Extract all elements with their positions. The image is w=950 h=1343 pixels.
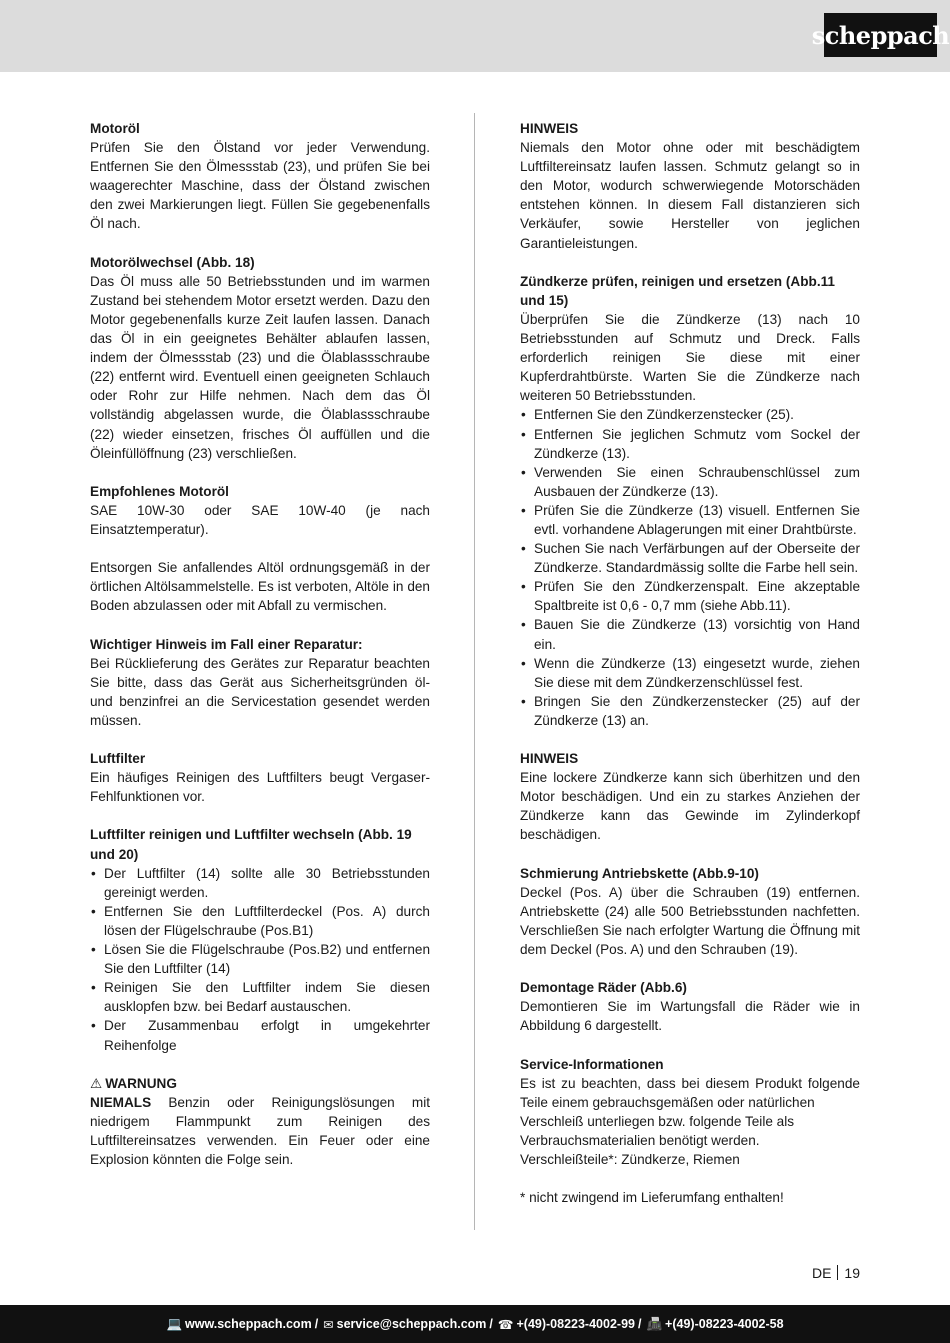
fax-icon: 📠: [646, 1316, 663, 1331]
section-body: Ein häufiges Reinigen des Luftfilters beugt Vergaser-Fehlfunktionen vor.: [90, 770, 430, 805]
warning-triangle-icon: ⚠: [90, 1075, 103, 1091]
list-item: • Lösen Sie die Flügelschraube (Pos.B2) und entfernen Sie den Luftfilter (14): [90, 940, 430, 978]
section-reparatur-hinweis: [90, 635, 430, 730]
page-number: [800, 1263, 860, 1283]
section-body: Niemals den Motor ohne oder mit beschädigtem Luftfiltereinsatz laufen lassen. Schmutz gelangt so in den Motor, wodurch schwerwiegende Motorschäden entstehen können. In diesem Fall distanzieren sich Verkäufer, sowie Hersteller von jeglichen Garantieleistungen.: [520, 140, 860, 251]
section-motoroelwechsel: [90, 253, 430, 463]
list-item: • Bringen Sie den Zündkerzenstecker (25) auf der Zündkerze (13) an.: [520, 692, 860, 730]
section-footnote: [520, 1188, 860, 1207]
phone-icon: ☎: [497, 1317, 514, 1332]
section-heading: Luftfilter reinigen und Luftfilter wechseln (Abb. 19 und 20): [90, 827, 412, 862]
warning-lead: NIEMALS: [90, 1094, 152, 1110]
section-body: Überprüfen Sie die Zündkerze (13) nach 10 Betriebsstunden auf Schmutz und Dreck. Falls erforderlich reinigen Sie diese mit einer Kupferdrahtbürste. Warten Sie die Zündkerze nach weiteren 50 Betriebsstunden.: [520, 311, 860, 404]
service-line: Verschleißteile*: Zündkerze, Riemen: [520, 1152, 740, 1168]
section-zuendkerze: [520, 272, 860, 730]
service-line: Es ist zu beachten, dass bei diesem Produkt folgende Teile einem gebrauchsgemäßen oder natürlichen: [520, 1075, 860, 1110]
section-altoel-entsorgung: [90, 558, 430, 615]
section-demontage-raeder: [520, 978, 860, 1035]
list-item: • Wenn die Zündkerze (13) eingesetzt wurde, ziehen Sie diese mit dem Zündkerzenschlüssel fest.: [520, 654, 860, 692]
section-heading: Wichtiger Hinweis im Fall einer Reparatur:: [90, 636, 363, 652]
section-body: Eine lockere Zündkerze kann sich überhitzen und den Motor beschädigen. Und ein zu starkes Anziehen der Zündkerze kann das Gewinde im Zylinderkopf beschädigen.: [520, 770, 860, 843]
section-empfohlenes-motoroel: [90, 482, 430, 539]
footer-email[interactable]: service@scheppach.com: [336, 1317, 487, 1331]
header-bar: [0, 0, 950, 72]
footer-fax: +(49)-08223-4002-58: [665, 1317, 784, 1331]
footer-separator: /: [314, 1317, 319, 1331]
section-luftfilter-reinigen: [90, 825, 430, 1054]
list-item: • Verwenden Sie einen Schraubenschlüssel zum Ausbauen der Zündkerze (13).: [520, 463, 860, 501]
list-item: • Entfernen Sie den Zündkerzenstecker (25).: [520, 405, 860, 424]
section-hinweis-zuendkerze: [520, 749, 860, 844]
section-body: Das Öl muss alle 50 Betriebsstunden und im warmen Zustand bei stehendem Motor ersetzt werden. Dazu den Motor gegebenenfalls kurze Zeit laufen lassen. Danach das Öl in ein geeignetes Behälter ablaufen lassen, indem der Ölmessstab (23) und die Ölablassschraube (22) entfernt wird. Eventuell einen geeigneten Schlauch oder Rohr zur Hilfe nehmen. Nach dem das Öl vollständig abgelassen wurde, die Ölablassschraube (22) wieder einsetzen, frisches Öl auffüllen und die Öleinfüllöffnung (23) verschließen.: [90, 273, 430, 461]
section-luftfilter: [90, 749, 430, 806]
footnote: * nicht zwingend im Lieferumfang enthalten!: [520, 1190, 784, 1206]
section-heading: HINWEIS: [520, 751, 579, 767]
list-item: • Reinigen Sie den Luftfilter indem Sie diesen ausklopfen bzw. bei Bedarf austauschen.: [90, 978, 430, 1016]
bullet-list: [520, 405, 860, 730]
section-antriebskette: [520, 864, 860, 959]
section-body: Entsorgen Sie anfallendes Altöl ordnungsgemäß in der örtlichen Altölsammelstelle. Es ist verboten, Altöle in den Boden abzulassen oder mit Abfall zu vermischen.: [90, 560, 430, 614]
warning-text: Benzin oder Reinigungslösungen mit niedrigem Flammpunkt zum Reinigen des Luftfiltereinsatzes verwenden. Ein Feuer oder eine Explosion könnten die Folge sein.: [90, 1094, 430, 1168]
footer-website[interactable]: www.scheppach.com: [185, 1317, 312, 1331]
warning-title: WARNUNG: [105, 1075, 177, 1091]
section-heading: Demontage Räder (Abb.6): [520, 980, 687, 996]
footer-bar: [0, 1305, 950, 1343]
section-heading: Schmierung Antriebskette (Abb.9-10): [520, 865, 759, 881]
computer-icon: 💻: [166, 1316, 183, 1331]
section-body: Bei Rücklieferung des Gerätes zur Reparatur beachten Sie bitte, dass das Gerät aus Sicherheitsgründen öl- und benzinfrei an die Servicestation gesendet werden müssen.: [90, 655, 430, 728]
list-item: • Suchen Sie nach Verfärbungen auf der Oberseite der Zündkerze. Standardmässig sollte die Farbe hell sein.: [520, 539, 860, 577]
section-body: SAE 10W-30 oder SAE 10W-40 (je nach Einsatztemperatur).: [90, 502, 430, 537]
section-heading: Empfohlenes Motoröl: [90, 483, 229, 499]
section-heading: HINWEIS: [520, 121, 579, 136]
section-heading: Motorölwechsel (Abb. 18): [90, 254, 255, 270]
right-column: [520, 119, 860, 1226]
warning-body: [90, 1093, 430, 1169]
mail-icon: ✉: [323, 1317, 334, 1332]
list-item: • Der Zusammenbau erfolgt in umgekehrter Reihenfolge: [90, 1016, 430, 1054]
footer-phone: +(49)-08223-4002-99: [516, 1317, 635, 1331]
section-body: Demontieren Sie im Wartungsfall die Räder wie in Abbildung 6 dargestellt.: [520, 999, 860, 1034]
service-line: Verschleiß unterliegen bzw. folgende Teile als: [520, 1113, 795, 1129]
footer-separator: /: [489, 1317, 493, 1331]
section-motoroel: [90, 119, 430, 234]
page-num: 19: [844, 1265, 860, 1281]
page-separator: [837, 1265, 838, 1280]
bullet-list: [90, 864, 430, 1055]
section-hinweis-luftfilter: [520, 119, 860, 253]
list-item: • Der Luftfilter (14) sollte alle 30 Betriebsstunden gereinigt werden.: [90, 864, 430, 902]
scheppach-logo: scheppach: [824, 13, 937, 57]
section-body: Deckel (Pos. A) über die Schrauben (19) entfernen. Antriebskette (24) alle 500 Betriebsstunden nachfetten. Verschließen Sie nach erfolgter Wartung die Öffnung mit dem Deckel (Pos. A) und den Schrauben (19).: [520, 884, 860, 958]
service-line: Verbrauchsmaterialien benötigt werden.: [520, 1132, 760, 1148]
column-divider: [474, 113, 475, 1230]
section-body: Prüfen Sie den Ölstand vor jeder Verwendung. Entfernen Sie den Ölmessstab (23), und prüfen Sie bei waagerechter Maschine, dass der Ölstand zwischen den zwei Markierungen liegt. Füllen Sie gegebenenfalls Öl nach.: [90, 140, 430, 232]
list-item: • Bauen Sie die Zündkerze (13) vorsichtig von Hand ein.: [520, 615, 860, 653]
section-heading: Luftfilter: [90, 751, 146, 767]
page-lang: DE: [811, 1265, 832, 1281]
list-item: • Entfernen Sie den Luftfilterdeckel (Pos. A) durch lösen der Flügelschraube (Pos.B1): [90, 902, 430, 940]
list-item: • Prüfen Sie den Zündkerzenspalt. Eine akzeptable Spaltbreite ist 0,6 - 0,7 mm (siehe Abb.11).: [520, 577, 860, 615]
left-column: [90, 119, 430, 1188]
warning-heading: [90, 1074, 430, 1093]
section-heading: Service-Informationen: [520, 1056, 664, 1072]
section-warnung: [90, 1074, 430, 1169]
section-service-informationen: [520, 1055, 860, 1170]
section-heading: Zündkerze prüfen, reinigen und ersetzen (Abb.11 und 15): [520, 273, 835, 308]
footer-separator: /: [637, 1317, 642, 1331]
list-item: • Prüfen Sie die Zündkerze (13) visuell. Entfernen Sie evtl. vorhandene Ablagerungen mit einer Drahtbürste.: [520, 501, 860, 539]
list-item: • Entfernen Sie jeglichen Schmutz vom Sockel der Zündkerze (13).: [520, 425, 860, 463]
section-heading: Motoröl: [90, 121, 140, 136]
